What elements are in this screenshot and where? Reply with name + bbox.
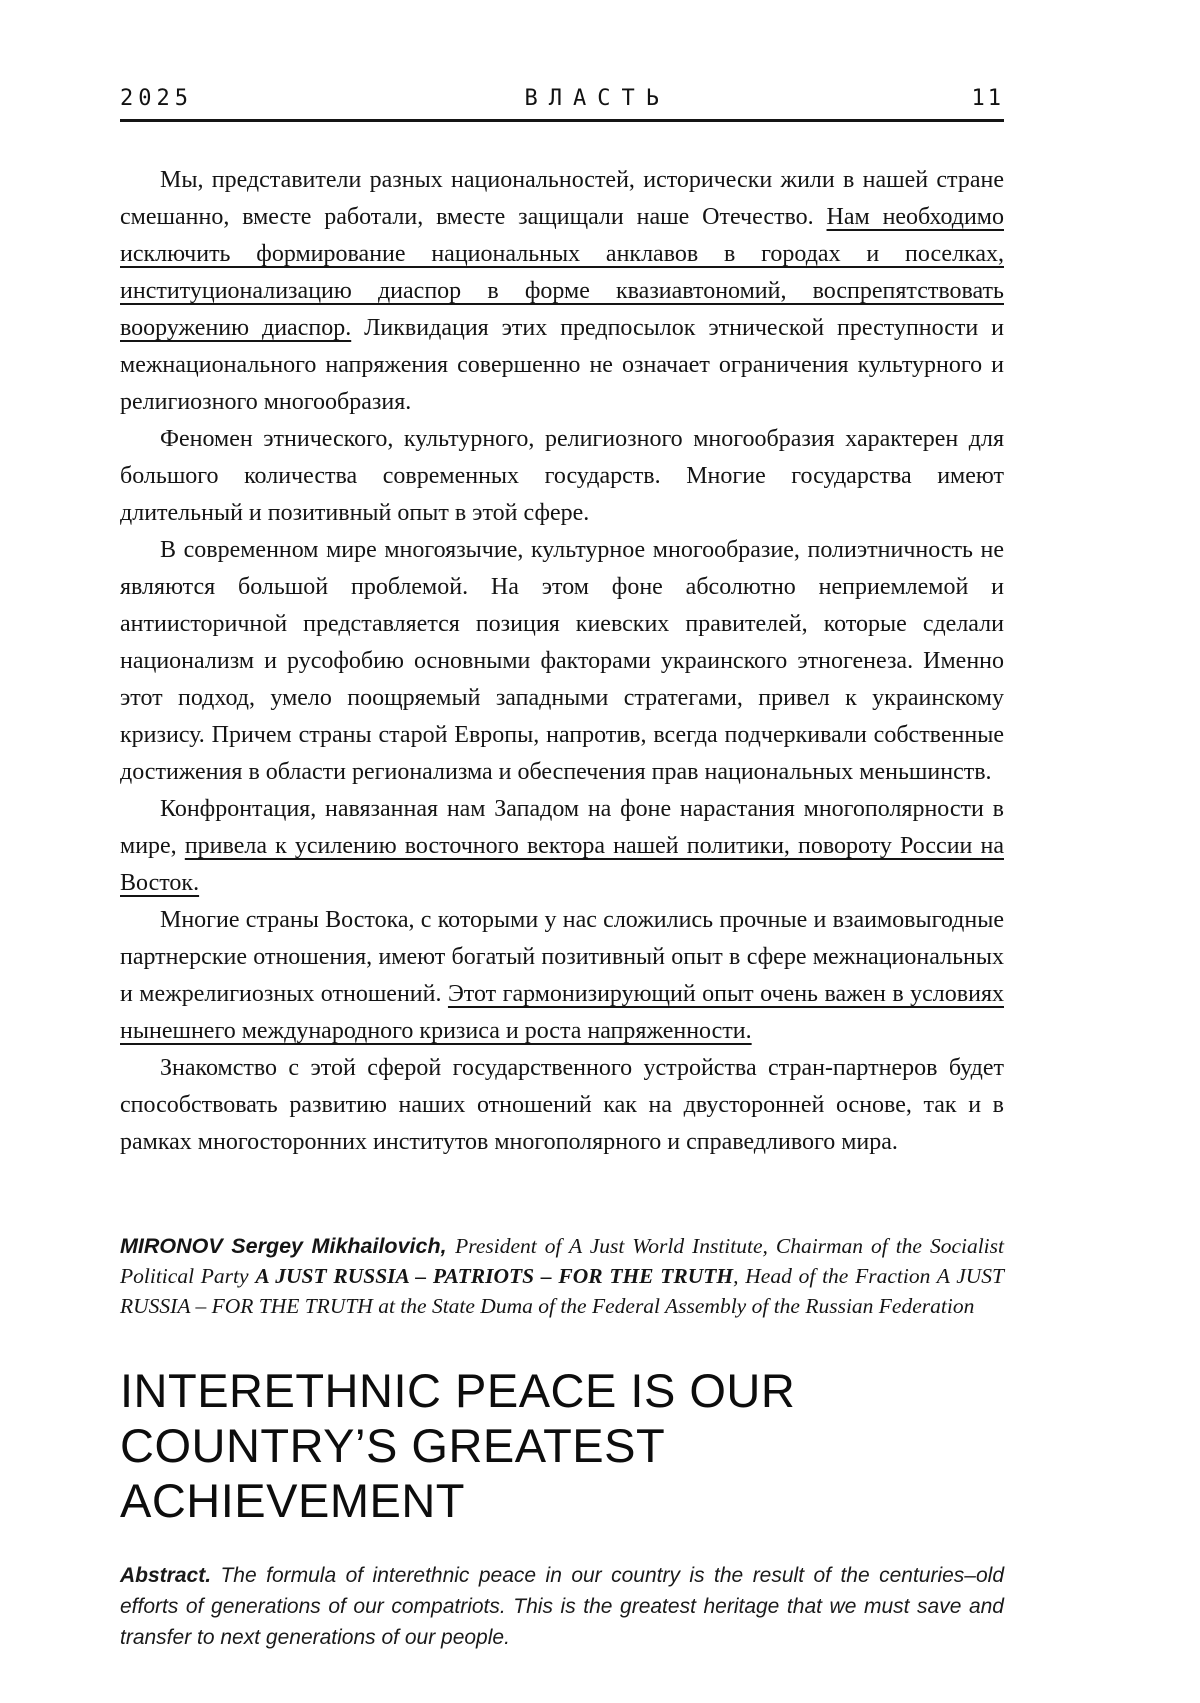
paragraph (120, 902, 1004, 1050)
header-year: 2025 (120, 86, 193, 111)
article-title-line-2: COUNTRY’S GREATEST ACHIEVEMENT (120, 1419, 665, 1527)
text-run: , Head of the Fraction A JUST RUSSIA – FOR THE TRUTH at the State Duma of the Federal Assembly of the Russian Federation (120, 1264, 1004, 1318)
paragraph (120, 162, 1004, 421)
running-head (120, 86, 1004, 122)
underlined-text-run: Нам необходимо исключить формирование национальных анклавов в городах и поселках, институционализацию диаспор в форме квазиавтономий, воспрепятствовать вооружению диаспор. (120, 204, 1004, 341)
author-block (120, 1231, 1004, 1321)
abstract-label: Abstract. (120, 1564, 212, 1587)
paragraph (120, 421, 1004, 532)
article-title (120, 1363, 1004, 1528)
article-title-line-1: INTERETHNIC PEACE IS OUR (120, 1364, 796, 1417)
paragraph (120, 532, 1004, 791)
article-body-text (120, 162, 1004, 1161)
text-run: Ликвидация этих предпосылок этнической преступности и межнационального напряжения совершенно не означает ограничения культурного и религиозного многообразия. (120, 315, 1004, 415)
journal-page (120, 86, 1004, 1674)
paragraph (120, 1050, 1004, 1161)
text-run: MIRONOV Sergey Mikhailovich, (120, 1234, 456, 1258)
abstract-text: The formula of interethnic peace in our country is the result of the centuries–old efforts of generations of our compatriots. This is the greatest heritage that we must save and transfer to next generations of our people. (120, 1564, 1004, 1649)
abstract (120, 1560, 1004, 1653)
journal-title: ВЛАСТЬ (524, 86, 670, 111)
text-run: A JUST RUSSIA – PATRIOTS – FOR THE TRUTH (255, 1264, 734, 1288)
text-run: В современном мире многоязычие, культурное многообразие, полиэтничность не являются большой проблемой. На этом фоне абсолютно неприемлемой и антиисторичной представляется позиция киевских правителей, которые сделали национализм и русофобию основными факторами украинского этногенеза. Именно этот подход, умело поощряемый западными стратегами, привел к украинскому кризису. Причем страны старой Европы, напротив, всегда подчеркивали собственные достижения в области регионализма и обеспечения прав национальных меньшинств. (120, 537, 1004, 785)
underlined-text-run: Этот гармонизирующий опыт очень важен в условиях нынешнего международного кризиса и роста напряженности. (120, 981, 1004, 1044)
text-run: Многие страны Востока, с которыми у нас сложились прочные и взаимовыгодные партнерские отношения, имеют богатый позитивный опыт в сфере межнациональных и межрелигиозных отношений. (120, 907, 1004, 1007)
text-run: Конфронтация, навязанная нам Западом на фоне нарастания многополярности в мире, (120, 796, 1004, 859)
text-run: President of A Just World Institute, Chairman of the Socialist Political Party (120, 1234, 1004, 1288)
underlined-text-run: привела к усилению восточного вектора нашей политики, повороту России на Восток. (120, 833, 1004, 896)
header-page-number: 11 (971, 86, 1004, 111)
paragraph (120, 791, 1004, 902)
text-run: Феномен этнического, культурного, религиозного многообразия характерен для большого количества современных государств. Многие государства имеют длительный и позитивный опыт в этой сфере. (120, 426, 1004, 526)
text-run: Знакомство с этой сферой государственного устройства стран-партнеров будет способствовать развитию наших отношений как на двусторонней основе, так и в рамках многосторонних институтов многополярного и справедливого мира. (120, 1055, 1004, 1155)
text-run: Мы, представители разных национальностей, исторически жили в нашей стране смешанно, вместе работали, вместе защищали наше Отечество. (120, 167, 1004, 230)
